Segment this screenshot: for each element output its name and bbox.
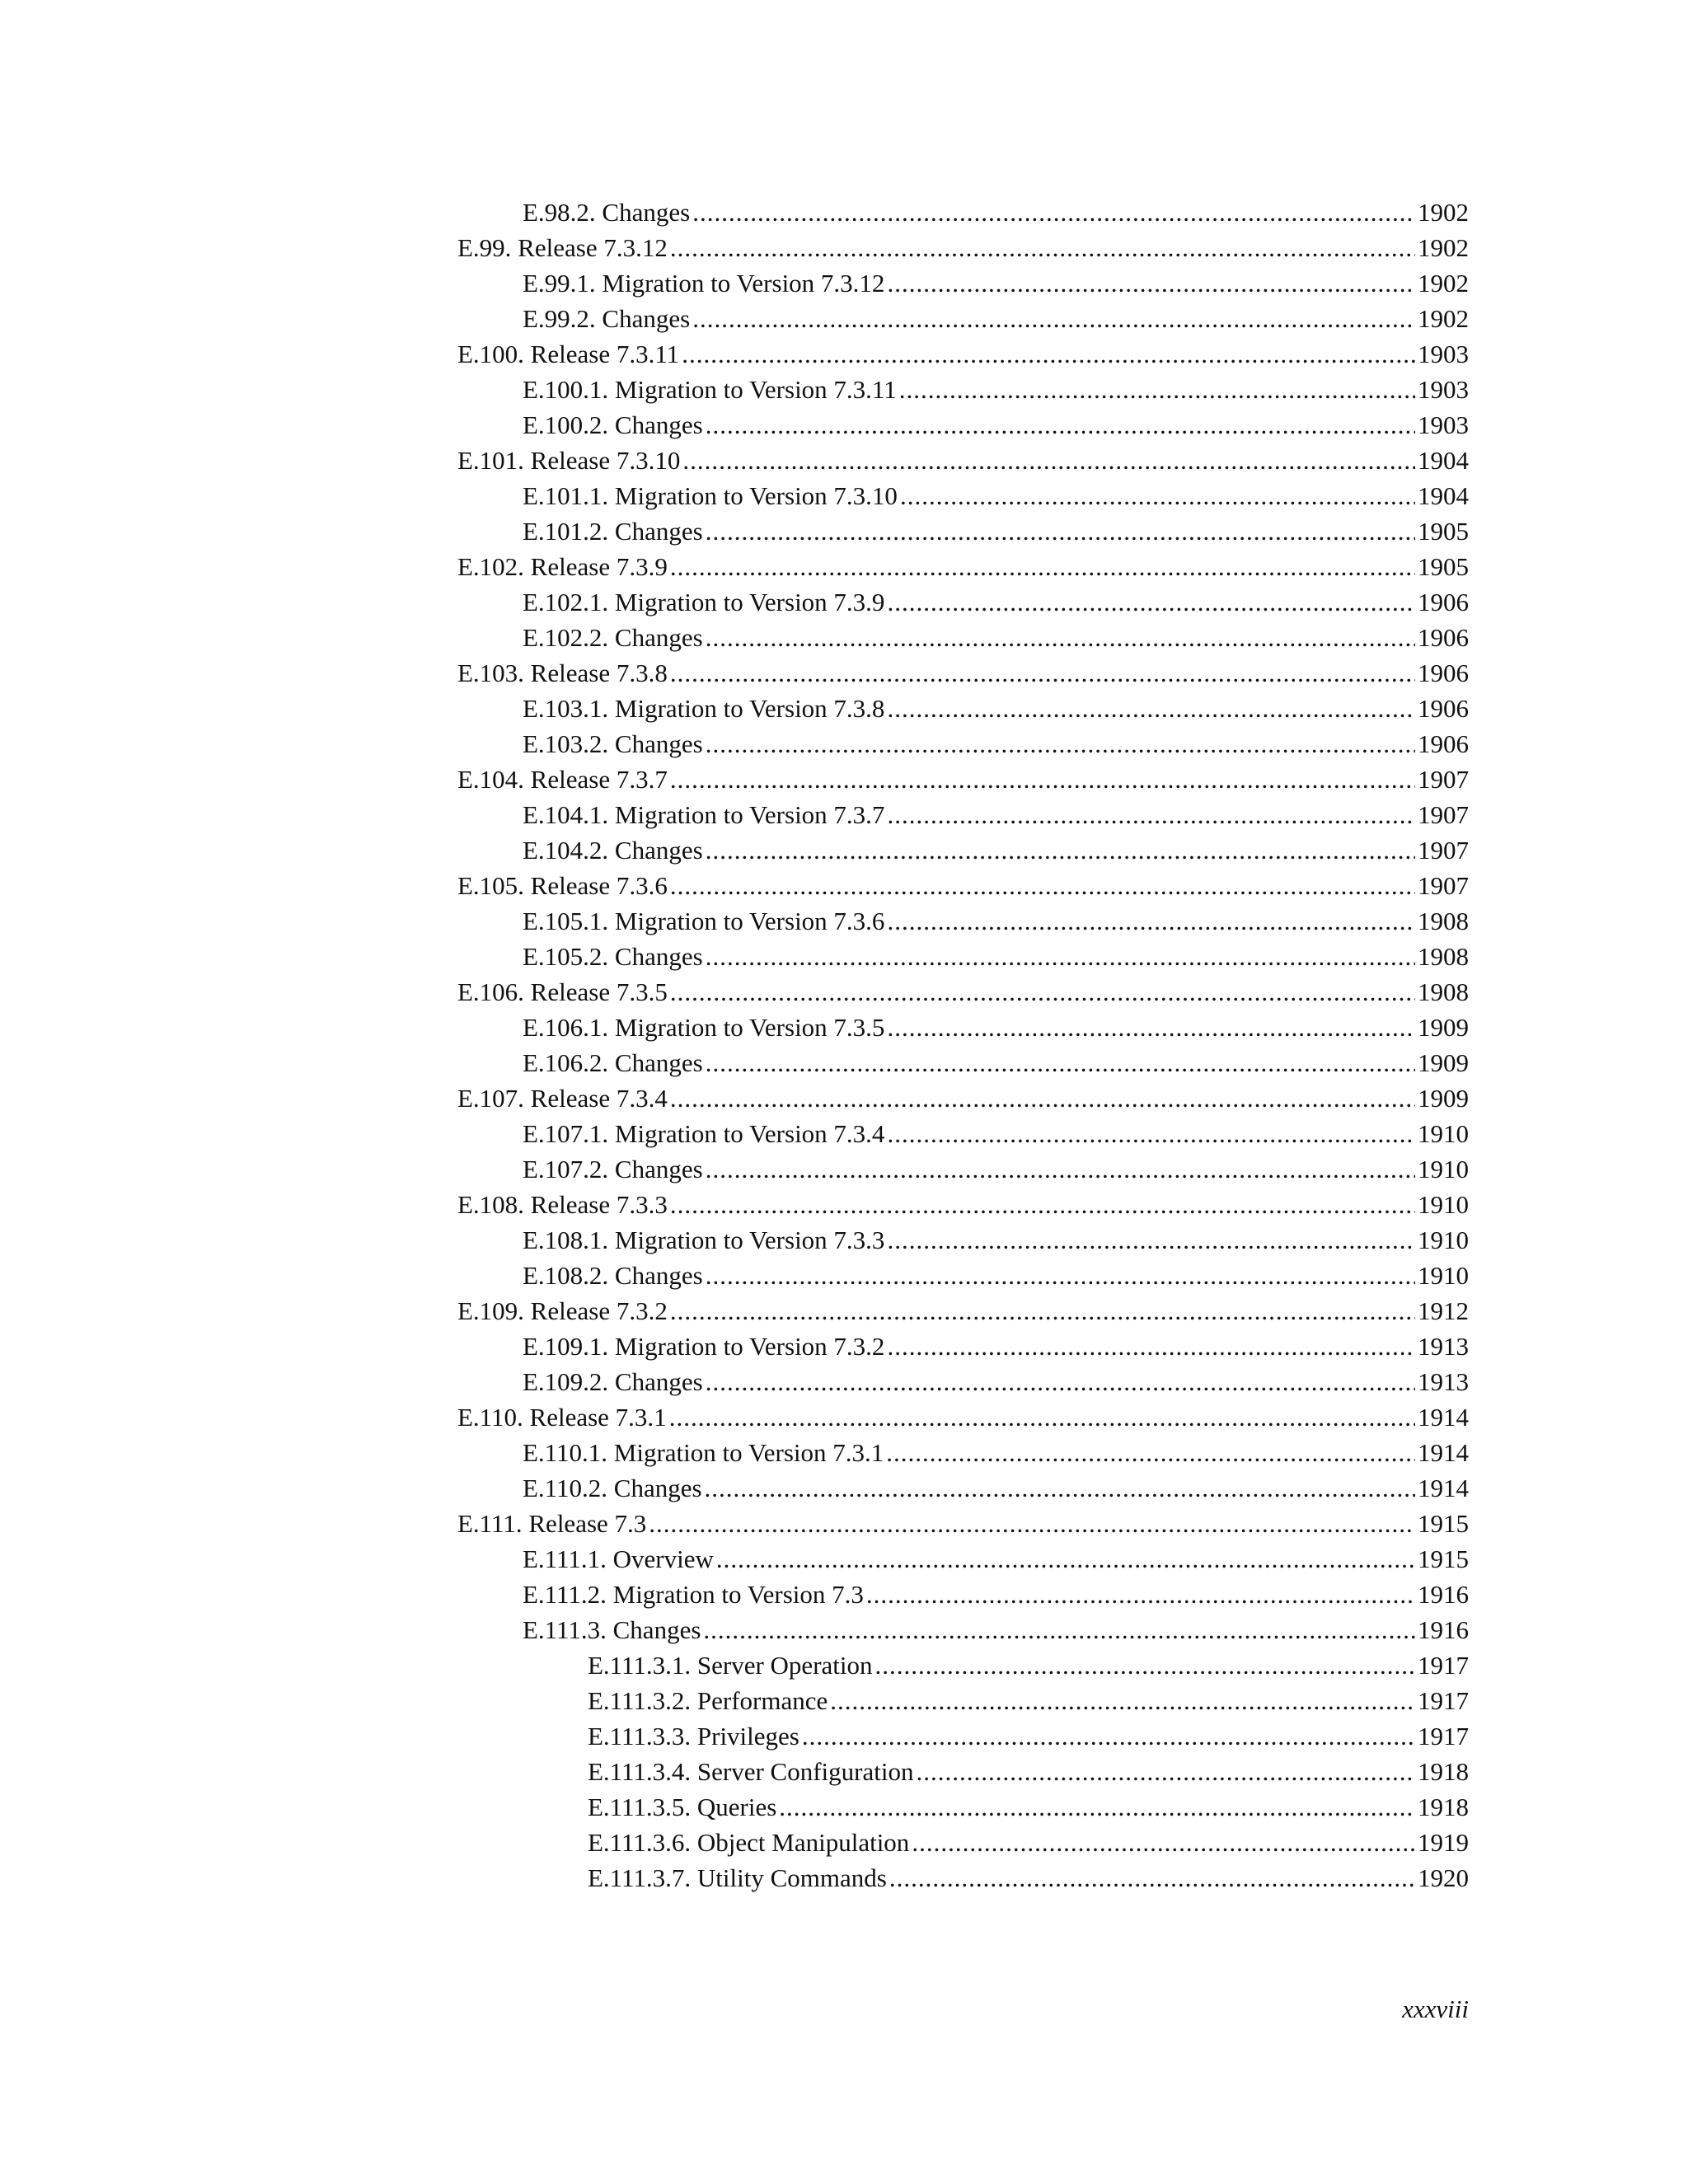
toc-entry-page[interactable]: 1914 <box>1418 1438 1469 1467</box>
toc-entry-page[interactable]: 1914 <box>1418 1403 1469 1432</box>
dot-leader <box>887 691 1415 726</box>
toc-entry[interactable] <box>457 1010 1469 1045</box>
dot-leader <box>830 1683 1415 1718</box>
toc-entry-title[interactable]: E.109.1. Migration to Version 7.3.2 <box>523 1332 885 1361</box>
toc-entry-title[interactable]: E.111.3.7. Utility Commands <box>588 1863 887 1892</box>
dot-leader <box>682 336 1415 372</box>
toc-entry-page[interactable]: 1902 <box>1418 269 1469 298</box>
toc-entry-page[interactable]: 1906 <box>1418 658 1469 687</box>
toc-entry-title[interactable]: E.104.1. Migration to Version 7.3.7 <box>523 800 885 829</box>
dot-leader <box>866 1577 1415 1612</box>
toc-entry-title[interactable]: E.102.2. Changes <box>523 623 703 652</box>
toc-entry[interactable] <box>457 1222 1469 1258</box>
dot-leader <box>670 1187 1415 1222</box>
dot-leader <box>692 301 1415 336</box>
toc-entry[interactable] <box>457 868 1469 903</box>
toc-entry-page[interactable]: 1906 <box>1418 623 1469 652</box>
toc-entry-page[interactable]: 1919 <box>1418 1828 1469 1857</box>
dot-leader <box>706 513 1415 549</box>
toc-entry-title[interactable]: E.101.2. Changes <box>523 517 703 546</box>
toc-entry[interactable] <box>457 1364 1469 1399</box>
toc-entry-page[interactable]: 1918 <box>1418 1793 1469 1821</box>
toc-entry-page[interactable]: 1907 <box>1418 871 1469 900</box>
toc-entry-title[interactable]: E.109.2. Changes <box>523 1367 703 1396</box>
toc-entry[interactable] <box>457 620 1469 655</box>
toc-entry-page[interactable]: 1910 <box>1418 1226 1469 1254</box>
toc-entry-title[interactable]: E.106.1. Migration to Version 7.3.5 <box>523 1013 885 1042</box>
toc-entry-title[interactable]: E.105.1. Migration to Version 7.3.6 <box>523 907 885 935</box>
dot-leader <box>889 1860 1415 1896</box>
toc-entry[interactable] <box>457 1329 1469 1364</box>
dot-leader <box>802 1718 1415 1754</box>
toc-entry[interactable] <box>457 1860 1469 1896</box>
toc-entry-title[interactable]: E.102.1. Migration to Version 7.3.9 <box>523 588 885 616</box>
toc-entry-page[interactable]: 1908 <box>1418 942 1469 971</box>
toc-entry-title[interactable]: E.110. Release 7.3.1 <box>457 1403 667 1432</box>
dot-leader <box>887 584 1415 620</box>
dot-leader <box>887 1329 1415 1364</box>
toc-entry[interactable] <box>457 1541 1469 1577</box>
toc-entry-page[interactable]: 1910 <box>1418 1261 1469 1290</box>
toc-entry-title[interactable]: E.109. Release 7.3.2 <box>457 1296 668 1325</box>
toc-entry-title[interactable]: E.110.2. Changes <box>523 1474 702 1502</box>
toc-entry[interactable] <box>457 407 1469 443</box>
dot-leader <box>669 1399 1415 1435</box>
dot-leader <box>706 832 1415 868</box>
toc-entry-page[interactable]: 1903 <box>1418 375 1469 404</box>
toc-entry-title[interactable]: E.107.2. Changes <box>523 1155 703 1183</box>
dot-leader <box>899 372 1415 407</box>
dot-leader <box>706 726 1415 762</box>
toc-entry-title[interactable]: E.105.2. Changes <box>523 942 703 971</box>
dot-leader <box>706 1364 1415 1399</box>
toc-entry[interactable] <box>457 1470 1469 1506</box>
toc-entry-title[interactable]: E.103.2. Changes <box>523 729 703 758</box>
toc-entry-page[interactable]: 1903 <box>1418 340 1469 368</box>
toc-entry-title[interactable]: E.111.3. Changes <box>523 1615 701 1644</box>
toc-entry-page[interactable]: 1909 <box>1418 1013 1469 1042</box>
toc-entry[interactable] <box>457 939 1469 974</box>
toc-entry-title[interactable]: E.100.1. Migration to Version 7.3.11 <box>523 375 897 404</box>
toc-entry-page[interactable]: 1903 <box>1418 410 1469 439</box>
toc-entry[interactable] <box>457 691 1469 726</box>
page-number: xxxviii <box>1402 1994 1469 2023</box>
dot-leader <box>706 407 1415 443</box>
toc-entry[interactable] <box>457 336 1469 372</box>
toc-entry[interactable] <box>457 1754 1469 1789</box>
toc-entry-page[interactable]: 1909 <box>1418 1048 1469 1077</box>
dot-leader <box>692 194 1415 230</box>
toc-entry-title[interactable]: E.111.2. Migration to Version 7.3 <box>523 1580 864 1609</box>
toc-entry-page[interactable]: 1902 <box>1418 198 1469 227</box>
dot-leader <box>682 443 1415 478</box>
toc-entry-title[interactable]: E.111.3.2. Performance <box>588 1686 828 1715</box>
toc-entry-title[interactable]: E.104. Release 7.3.7 <box>457 765 668 794</box>
toc-entry-page[interactable]: 1908 <box>1418 977 1469 1006</box>
toc-entry-title[interactable]: E.103.1. Migration to Version 7.3.8 <box>523 694 885 723</box>
toc-entry-title[interactable]: E.107.1. Migration to Version 7.3.4 <box>523 1119 885 1148</box>
toc-entry[interactable] <box>457 513 1469 549</box>
dot-leader <box>706 1258 1415 1293</box>
toc-entry-page[interactable]: 1917 <box>1418 1651 1469 1680</box>
toc-entry-page[interactable]: 1913 <box>1418 1367 1469 1396</box>
toc-entry-page[interactable]: 1913 <box>1418 1332 1469 1361</box>
toc-entry-title[interactable]: E.101.1. Migration to Version 7.3.10 <box>523 481 898 510</box>
toc-entry-title[interactable]: E.111.1. Overview <box>523 1544 714 1573</box>
toc-entry[interactable] <box>457 797 1469 832</box>
dot-leader <box>649 1506 1415 1541</box>
toc-entry[interactable] <box>457 1080 1469 1116</box>
toc-entry[interactable] <box>457 1683 1469 1718</box>
toc-entry[interactable] <box>457 194 1469 230</box>
toc-entry-title[interactable]: E.103. Release 7.3.8 <box>457 658 668 687</box>
toc-entry-page[interactable]: 1902 <box>1418 233 1469 262</box>
toc-entry[interactable] <box>457 1151 1469 1187</box>
dot-leader <box>887 797 1415 832</box>
toc-entry[interactable] <box>457 1045 1469 1080</box>
toc-entry-page[interactable]: 1910 <box>1418 1119 1469 1148</box>
toc-entry-title[interactable]: E.98.2. Changes <box>523 198 691 227</box>
toc-entry[interactable] <box>457 726 1469 762</box>
toc-entry-page[interactable]: 1917 <box>1418 1722 1469 1750</box>
dot-leader <box>887 1222 1415 1258</box>
toc-entry-page[interactable]: 1916 <box>1418 1615 1469 1644</box>
dot-leader <box>705 1470 1415 1506</box>
toc-entry-page[interactable]: 1910 <box>1418 1190 1469 1219</box>
toc-entry-title[interactable]: E.99.1. Migration to Version 7.3.12 <box>523 269 885 298</box>
dot-leader <box>703 1612 1415 1647</box>
dot-leader <box>912 1825 1415 1860</box>
toc-entry-page[interactable]: 1918 <box>1418 1757 1469 1786</box>
toc-entry[interactable] <box>457 903 1469 939</box>
dot-leader <box>706 620 1415 655</box>
toc-entry-page[interactable]: 1915 <box>1418 1509 1469 1538</box>
toc-entry-page[interactable]: 1907 <box>1418 800 1469 829</box>
dot-leader <box>706 939 1415 974</box>
dot-leader <box>886 1435 1415 1470</box>
dot-leader <box>670 762 1415 797</box>
dot-leader <box>916 1754 1415 1789</box>
toc-entry[interactable] <box>457 1293 1469 1329</box>
toc-entry-title[interactable]: E.99. Release 7.3.12 <box>457 233 668 262</box>
toc-entry[interactable] <box>457 301 1469 336</box>
toc-entry-page[interactable]: 1908 <box>1418 907 1469 935</box>
toc-entry-title[interactable]: E.108. Release 7.3.3 <box>457 1190 668 1219</box>
toc-entry-title[interactable]: E.100. Release 7.3.11 <box>457 340 680 368</box>
dot-leader <box>779 1789 1415 1825</box>
toc-entry-title[interactable]: E.111.3.3. Privileges <box>588 1722 799 1750</box>
toc-entry[interactable] <box>457 265 1469 301</box>
dot-leader <box>670 1293 1415 1329</box>
toc-entry[interactable] <box>457 443 1469 478</box>
toc-entry-title[interactable]: E.105. Release 7.3.6 <box>457 871 668 900</box>
toc-entry[interactable] <box>457 1435 1469 1470</box>
toc-entry-page[interactable]: 1917 <box>1418 1686 1469 1715</box>
dot-leader <box>875 1647 1416 1683</box>
toc-entry-title[interactable]: E.111.3.5. Queries <box>588 1793 777 1821</box>
toc-entry-title[interactable]: E.111. Release 7.3 <box>457 1509 647 1538</box>
toc-entry-title[interactable]: E.108.2. Changes <box>523 1261 703 1290</box>
toc-entry-title[interactable]: E.106. Release 7.3.5 <box>457 977 668 1006</box>
toc-entry-page[interactable]: 1906 <box>1418 694 1469 723</box>
toc-entry-title[interactable]: E.101. Release 7.3.10 <box>457 446 681 475</box>
toc-entry[interactable] <box>457 478 1469 513</box>
dot-leader <box>670 549 1415 584</box>
dot-leader <box>887 903 1415 939</box>
toc-entry[interactable] <box>457 1258 1469 1293</box>
toc-entry[interactable] <box>457 1825 1469 1860</box>
toc-entry-page[interactable]: 1905 <box>1418 517 1469 546</box>
toc-entry-title[interactable]: E.99.2. Changes <box>523 304 691 333</box>
toc-entry[interactable] <box>457 1577 1469 1612</box>
toc-entry-page[interactable]: 1906 <box>1418 729 1469 758</box>
toc-entry[interactable] <box>457 762 1469 797</box>
toc-entry-page[interactable]: 1909 <box>1418 1084 1469 1113</box>
toc-entry-page[interactable]: 1915 <box>1418 1544 1469 1573</box>
toc-entry[interactable] <box>457 655 1469 691</box>
dot-leader <box>670 1080 1415 1116</box>
dot-leader <box>887 265 1415 301</box>
dot-leader <box>670 868 1415 903</box>
toc-entry[interactable] <box>457 1718 1469 1754</box>
toc-entry[interactable] <box>457 1647 1469 1683</box>
toc-entry[interactable] <box>457 372 1469 407</box>
toc-entry[interactable] <box>457 1506 1469 1541</box>
toc-entry[interactable] <box>457 1116 1469 1151</box>
table-of-contents <box>457 194 1469 1896</box>
toc-entry-page[interactable]: 1904 <box>1418 481 1469 510</box>
toc-entry-title[interactable]: E.106.2. Changes <box>523 1048 703 1077</box>
toc-entry-page[interactable]: 1905 <box>1418 552 1469 581</box>
toc-entry[interactable] <box>457 549 1469 584</box>
dot-leader <box>716 1541 1415 1577</box>
toc-entry-title[interactable]: E.108.1. Migration to Version 7.3.3 <box>523 1226 885 1254</box>
toc-entry-title[interactable]: E.111.3.4. Server Configuration <box>588 1757 914 1786</box>
toc-entry-title[interactable]: E.100.2. Changes <box>523 410 703 439</box>
toc-entry[interactable] <box>457 832 1469 868</box>
dot-leader <box>670 655 1415 691</box>
toc-entry[interactable] <box>457 1789 1469 1825</box>
toc-entry-page[interactable]: 1906 <box>1418 588 1469 616</box>
toc-entry[interactable] <box>457 1399 1469 1435</box>
toc-entry[interactable] <box>457 1612 1469 1647</box>
dot-leader <box>887 1116 1415 1151</box>
toc-entry-title[interactable]: E.107. Release 7.3.4 <box>457 1084 668 1113</box>
toc-entry-title[interactable]: E.111.3.6. Object Manipulation <box>588 1828 910 1857</box>
toc-entry-page[interactable]: 1902 <box>1418 304 1469 333</box>
toc-entry-page[interactable]: 1912 <box>1418 1296 1469 1325</box>
dot-leader <box>706 1151 1415 1187</box>
toc-entry-page[interactable]: 1907 <box>1418 836 1469 865</box>
toc-entry[interactable] <box>457 974 1469 1010</box>
toc-entry-page[interactable]: 1904 <box>1418 446 1469 475</box>
toc-entry-title[interactable]: E.111.3.1. Server Operation <box>588 1651 873 1680</box>
toc-entry-page[interactable]: 1907 <box>1418 765 1469 794</box>
dot-leader <box>887 1010 1415 1045</box>
toc-entry-page[interactable]: 1920 <box>1418 1863 1469 1892</box>
dot-leader <box>670 230 1415 265</box>
toc-entry-title[interactable]: E.110.1. Migration to Version 7.3.1 <box>523 1438 884 1467</box>
dot-leader <box>670 974 1415 1010</box>
toc-entry[interactable] <box>457 230 1469 265</box>
toc-entry-page[interactable]: 1914 <box>1418 1474 1469 1502</box>
toc-entry[interactable] <box>457 1187 1469 1222</box>
toc-entry[interactable] <box>457 584 1469 620</box>
dot-leader <box>706 1045 1415 1080</box>
toc-entry-title[interactable]: E.104.2. Changes <box>523 836 703 865</box>
toc-entry-title[interactable]: E.102. Release 7.3.9 <box>457 552 668 581</box>
toc-entry-page[interactable]: 1916 <box>1418 1580 1469 1609</box>
toc-entry-page[interactable]: 1910 <box>1418 1155 1469 1183</box>
dot-leader <box>900 478 1415 513</box>
